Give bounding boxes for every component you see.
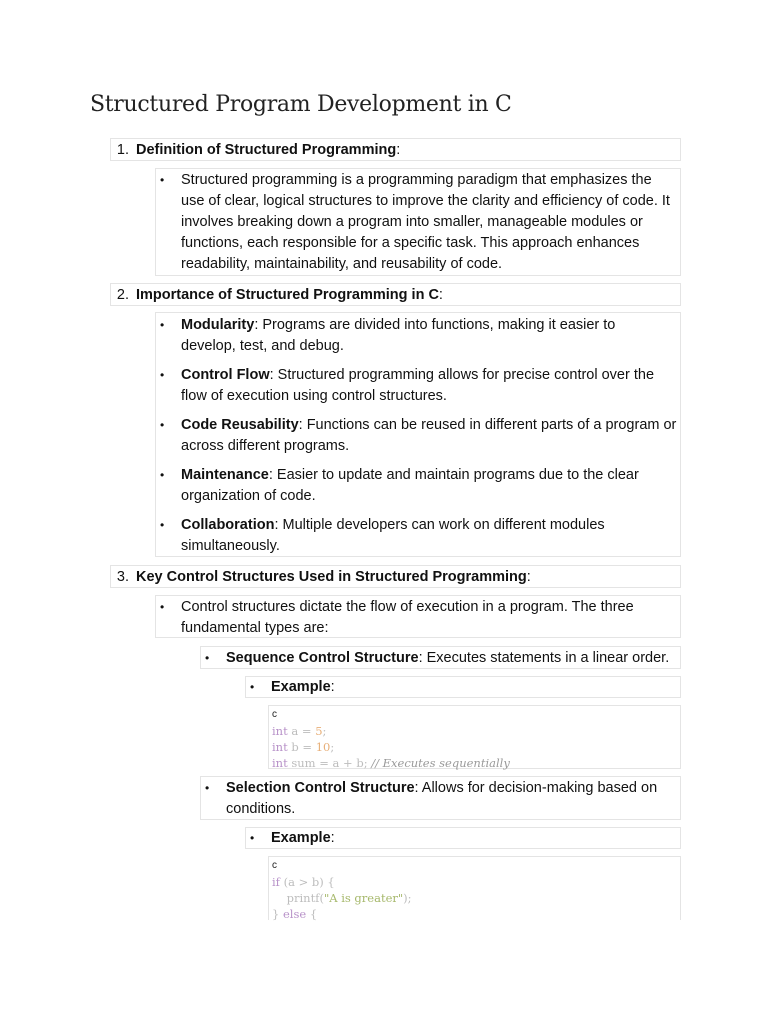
bullet-icon: • [160, 468, 165, 482]
section-1-number: 1. [116, 142, 129, 158]
code-language-label: c [272, 709, 277, 720]
code-line: if (a > b) { [272, 875, 335, 889]
selection-code-block [268, 856, 681, 920]
code-line: printf("A is greater"); [272, 891, 412, 905]
section-3-heading: 3. Key Control Structures Used in Structured Programming: [110, 565, 681, 588]
section-3-intro: • Control structures dictate the flow of execution in a program. The three fundamental types are: [155, 595, 681, 638]
section-2-list [155, 312, 681, 557]
list-item: • Control Flow: Structured programming allows for precise control over the flow of execution using control structures. [160, 367, 655, 404]
section-2-number: 2. [116, 287, 129, 303]
code-line: int a = 5; [272, 724, 327, 738]
sequence-structure-item: • Sequence Control Structure: Executes statements in a linear order. [200, 646, 681, 669]
list-item: • Code Reusability: Functions can be reused in different parts of a program or across different programs. [160, 417, 677, 454]
selection-example-label: • Example: [245, 827, 681, 849]
code-line: int sum = a + b; // Executes sequentially [272, 756, 510, 770]
section-1-title: Definition of Structured Programming [136, 142, 397, 158]
code-language-label: c [272, 860, 277, 871]
bullet-icon: • [160, 518, 165, 532]
code-line: int b = 10; [272, 740, 335, 754]
section-3-number: 3. [116, 569, 129, 585]
sequence-example-label: • Example: [245, 676, 681, 698]
section-1-paragraph: • Structured programming is a programming paradigm that emphasizes the use of clear, logical structures to improve the clarity and efficiency of code. It involves breaking down a program into smaller, manageable modules or functions, each responsible for a specific task. This approach enhances readability, maintainability, and reusability of code. [155, 168, 681, 276]
bullet-icon: • [250, 831, 255, 845]
bullet-icon: • [160, 318, 165, 332]
bullet-icon: • [250, 680, 255, 694]
section-3-title: Key Control Structures Used in Structured Programming [136, 569, 527, 585]
list-item: • Modularity: Programs are divided into functions, making it easier to develop, test, and debug. [160, 317, 616, 354]
list-item: • Collaboration: Multiple developers can work on different modules simultaneously. [160, 517, 605, 554]
sequence-code-block [268, 705, 681, 769]
section-2-title: Importance of Structured Programming in C [136, 287, 439, 303]
code-line: } else { [272, 907, 318, 921]
selection-structure-item: • Selection Control Structure: Allows for decision-making based on conditions. [200, 776, 681, 820]
bullet-icon: • [205, 781, 210, 795]
section-1-heading: 1. Definition of Structured Programming: [110, 138, 681, 161]
bullet-icon: • [160, 368, 165, 382]
bullet-icon: • [205, 651, 210, 665]
page-title: Structured Program Development in C [90, 92, 512, 117]
bullet-icon: • [160, 173, 165, 187]
section-2-heading: 2. Importance of Structured Programming in C: [110, 283, 681, 306]
bullet-icon: • [160, 600, 165, 614]
list-item: • Maintenance: Easier to update and maintain programs due to the clear organization of code. [160, 467, 639, 504]
bullet-icon: • [160, 418, 165, 432]
